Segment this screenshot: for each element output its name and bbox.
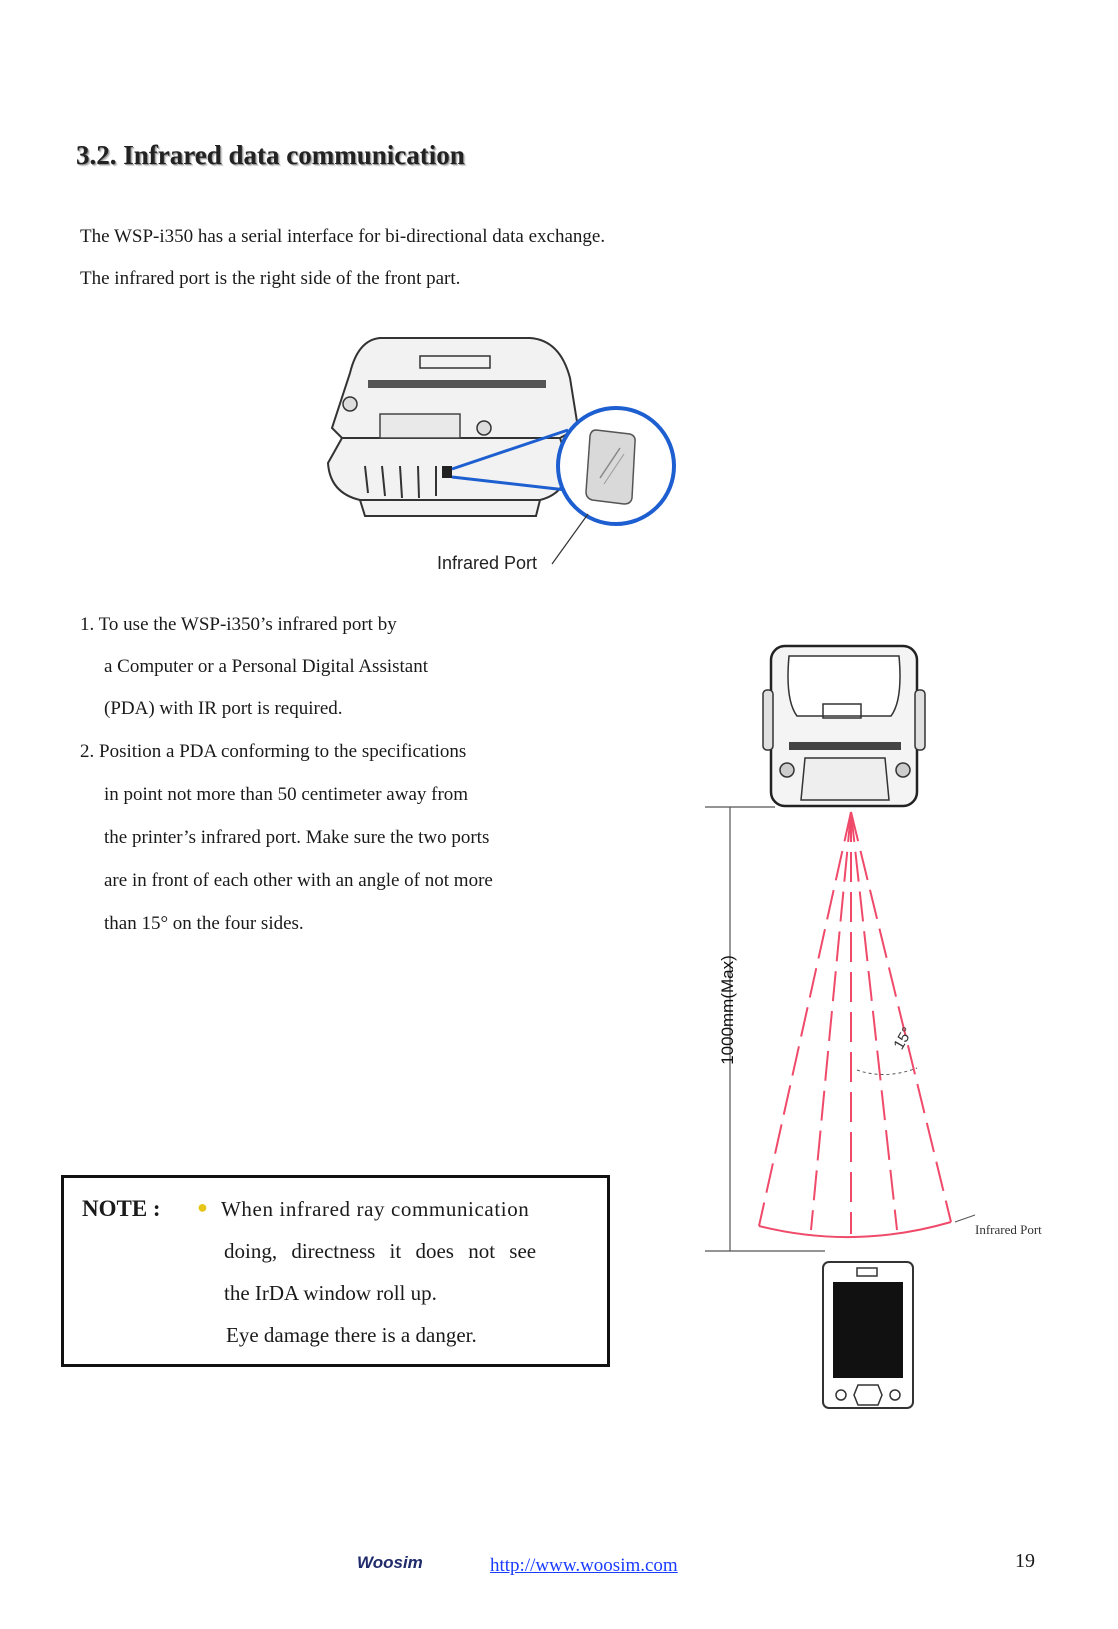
infrared-port-label-right: Infrared Port bbox=[975, 1222, 1042, 1237]
printer-infrared-port-illustration bbox=[320, 318, 700, 580]
infrared-port-label-top: Infrared Port bbox=[437, 553, 538, 573]
intro-line-1: The WSP-i350 has a serial interface for bi-directional data exchange. bbox=[80, 226, 606, 247]
step-1-line-2: a Computer or a Personal Digital Assistant bbox=[104, 656, 429, 677]
step-2-line-5: than 15° on the four sides. bbox=[104, 913, 304, 934]
step-1-line-1: 1. To use the WSP-i350’s infrared port by bbox=[80, 614, 397, 635]
note-bullet-icon: ● bbox=[197, 1197, 208, 1217]
distance-label: 1000mm(Max) bbox=[718, 955, 737, 1065]
intro-line-2: The infrared port is the right side of the front part. bbox=[80, 268, 461, 289]
step-2-line-4: are in front of each other with an angle of not more bbox=[104, 870, 493, 891]
note-line-3: the IrDA window roll up. bbox=[224, 1281, 437, 1305]
step-2-line-2: in point not more than 50 centimeter away from bbox=[104, 784, 469, 805]
note-line-2: doing, directness it does not see bbox=[224, 1239, 537, 1263]
section-title: 3.2. Infrared data communication bbox=[76, 140, 465, 170]
woosim-logo bbox=[355, 1551, 465, 1573]
svg-text:Woosim: Woosim bbox=[357, 1553, 423, 1572]
step-2-line-1: 2. Position a PDA conforming to the specifications bbox=[80, 741, 467, 762]
pda-device bbox=[823, 1262, 913, 1408]
page-number: 19 bbox=[1015, 1550, 1035, 1572]
footer-url-link[interactable]: http://www.woosim.com bbox=[490, 1555, 678, 1576]
note-line-1: When infrared ray communication bbox=[221, 1197, 530, 1221]
step-1-line-3: (PDA) with IR port is required. bbox=[104, 698, 343, 719]
note-line-4: Eye damage there is a danger. bbox=[226, 1323, 477, 1347]
note-label: NOTE : bbox=[82, 1196, 161, 1221]
step-2-line-3: the printer’s infrared port. Make sure the two ports bbox=[104, 827, 490, 848]
infrared-beam-cone bbox=[759, 812, 951, 1234]
angle-label: 15° bbox=[890, 1024, 917, 1053]
printer-top-view bbox=[763, 646, 925, 806]
